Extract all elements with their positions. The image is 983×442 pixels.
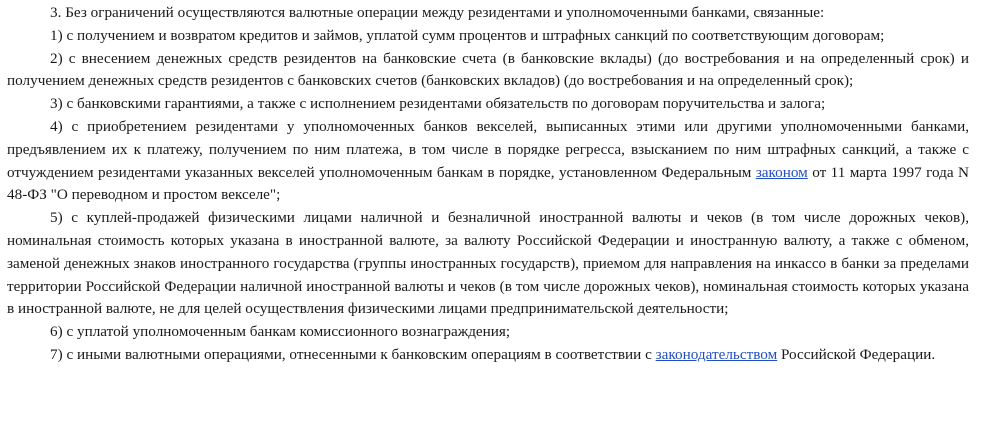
item-4-text-after: от 11 марта 1997 года N 48-ФЗ "О переводном и простом векселе"; — [7, 163, 969, 204]
item-4-text-before: 4) с приобретением резидентами у уполномоченных банков векселей, выписанных этими или другими уполномоченными банками, предъявлением их к платежу, получением по ним платежа, в том числе в порядке регресса, взысканием по ним штрафных санкций, а также с отчуждением резидентами указанных векселей уполномоченным банкам в порядке, установленном Федеральным — [7, 117, 969, 181]
paragraph-item-1: 1) с получением и возвратом кредитов и займов, уплатой сумм процентов и штрафных санкций по соответствующим договорам; — [50, 26, 885, 44]
paragraph-item-3: 3) с банковскими гарантиями, а также с исполнением резидентами обязательств по договорам поручительства и залога; — [50, 95, 826, 113]
legislation-link[interactable]: законодательством — [655, 345, 778, 363]
paragraph-item-7 — [7, 344, 969, 367]
paragraph-intro: 3. Без ограничений осуществляются валютные операции между резидентами и уполномоченными банками, связанные: — [50, 4, 825, 21]
law-link[interactable]: законом — [755, 163, 808, 181]
paragraph-item-2: 2) с внесением денежных средств резидентов на банковские счета (в банковские вклады) (до востребования и на определенный срок) и получением денежных средств резидентов с банковских счетов (банковских вкладов) (до востребования и на определенный срок); — [7, 49, 969, 90]
item-7-text-before: 7) с иными валютными операциями, отнесенными к банковским операциям в соответствии с — [50, 345, 656, 363]
paragraph-item-6: 6) с уплатой уполномоченным банкам комиссионного вознаграждения; — [50, 323, 511, 341]
paragraph-item-5: 5) с куплей-продажей физическими лицами наличной и безналичной иностранной валюты и чеков (в том числе дорожных чеков), номинальная стоимость которых указана в иностранной валюте, за валюту Российской Федерации и иностранную валюту, а также с обменом, заменой денежных знаков иностранного государства (группы иностранных государств), приемом для направления на инкассо в банки за пределами территории Российской Федерации наличной иностранной валюты и чеков (в том числе дорожных чеков), номинальная стоимость которых указана в иностранной валюте, не для целей осуществления физическими лицами предпринимательской деятельности; — [7, 209, 969, 318]
item-7-text-after: Российской Федерации. — [777, 345, 936, 363]
paragraph-item-4 — [7, 116, 969, 207]
